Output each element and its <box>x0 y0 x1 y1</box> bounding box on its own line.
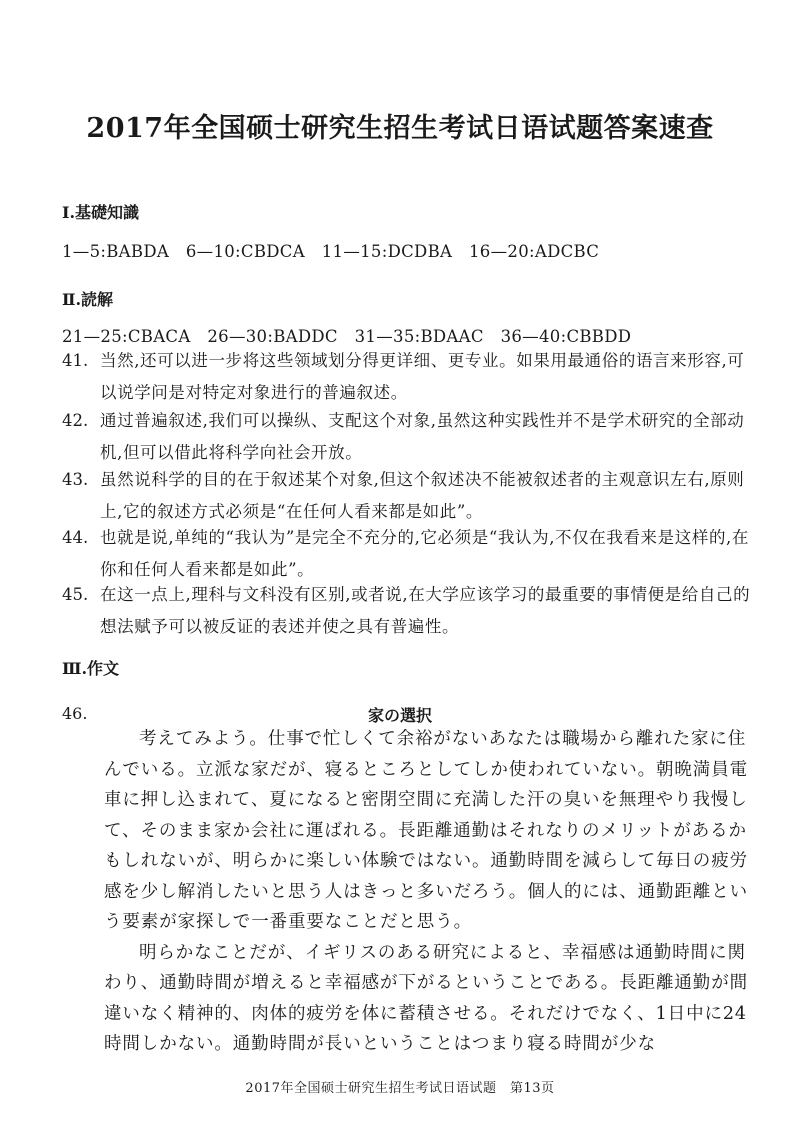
item-text: 也就是说,单纯的“我认为”是完全不充分的,它必须是“我认为,不仅在我看来是这样的,在你和任何人看来都是如此”。 <box>100 528 749 579</box>
item-text: 当然,还可以进一步将这些领域划分得更详细、更专业。如果用最通俗的语言来形容,可以说学问是对特定对象进行的普遍叙述。 <box>100 351 745 402</box>
item-text: 通过普遍叙述,我们可以操纵、支配这个对象,虽然这种实践性并不是学术研究的全部动机,但可以借此将科学向社会开放。 <box>100 411 745 462</box>
answer-line-basic: 1—5:BABDA 6—10:CBDCA 11—15:DCDBA 16—20:ADCBC <box>62 242 600 261</box>
item-number: 42. <box>62 411 89 430</box>
essay-body <box>104 724 760 1060</box>
section-heading-writing: Ⅲ.作文 <box>62 659 120 678</box>
item-number: 45. <box>62 585 89 604</box>
answer-item-44 <box>62 522 752 586</box>
answer-item-45 <box>62 579 752 643</box>
essay-title: 家の選択 <box>367 706 432 725</box>
item-text: 虽然说科学的目的在于叙述某个对象,但这个叙述决不能被叙述者的主观意识左右,原则上,它的叙述方式必须是“在任何人看来都是如此”。 <box>100 470 745 521</box>
answer-item-42 <box>62 405 752 469</box>
answer-line-reading: 21—25:CBACA 26—30:BADDC 31—35:BDAAC 36—40:CBBDD <box>62 327 632 346</box>
essay-number: 46. <box>62 704 88 723</box>
answer-item-43 <box>62 464 752 528</box>
section-heading-reading: Ⅱ.読解 <box>62 290 114 309</box>
answer-item-41 <box>62 345 752 409</box>
page-title: 2017年全国硕士研究生招生考试日语试题答案速查 <box>86 113 714 144</box>
item-text: 在这一点上,理科与文科没有区别,或者说,在大学应该学习的最重要的事情便是给自己的想法赋予可以被反证的表述并使之具有普遍性。 <box>100 585 751 636</box>
essay-paragraph: 考えてみよう。仕事で忙しくて余裕がないあなたは職場から離れた家に住んでいる。立派な家だが、寝るところとしてしか使われていない。朝晩満員電車に押し込まれて、夏になると密閉空間に充満した汗の臭いを無理やり我慢して、そのまま家か会社に運ばれる。長距離通勤はそれなりのメリットがあるかもしれないが、明らかに楽しい体験ではない。通勤時間を減らして毎日の疲労感を少し解消したいと思う人はきっと多いだろう。個人的には、通勤距離という要素が家探しで一番重要なことだと思う。 <box>104 729 748 932</box>
essay-paragraph: 明らかなことだが、イギリスのある研究によると、幸福感は通勤時間に関わり、通勤時間が増えると幸福感が下がるということである。長距離通勤が間違いなく精神的、肉体的疲労を体に蓄積させる。それだけでなく、1日中に24時間しかない。通勤時間が長いということはつまり寝る時間が少な <box>104 942 748 1054</box>
section-heading-basic: Ⅰ.基礎知識 <box>62 203 140 222</box>
item-number: 43. <box>62 470 89 489</box>
page-footer: 2017年全国硕士研究生招生考试日语试题 第13页 <box>245 1081 555 1096</box>
item-number: 41. <box>62 351 89 370</box>
item-number: 44. <box>62 528 89 547</box>
